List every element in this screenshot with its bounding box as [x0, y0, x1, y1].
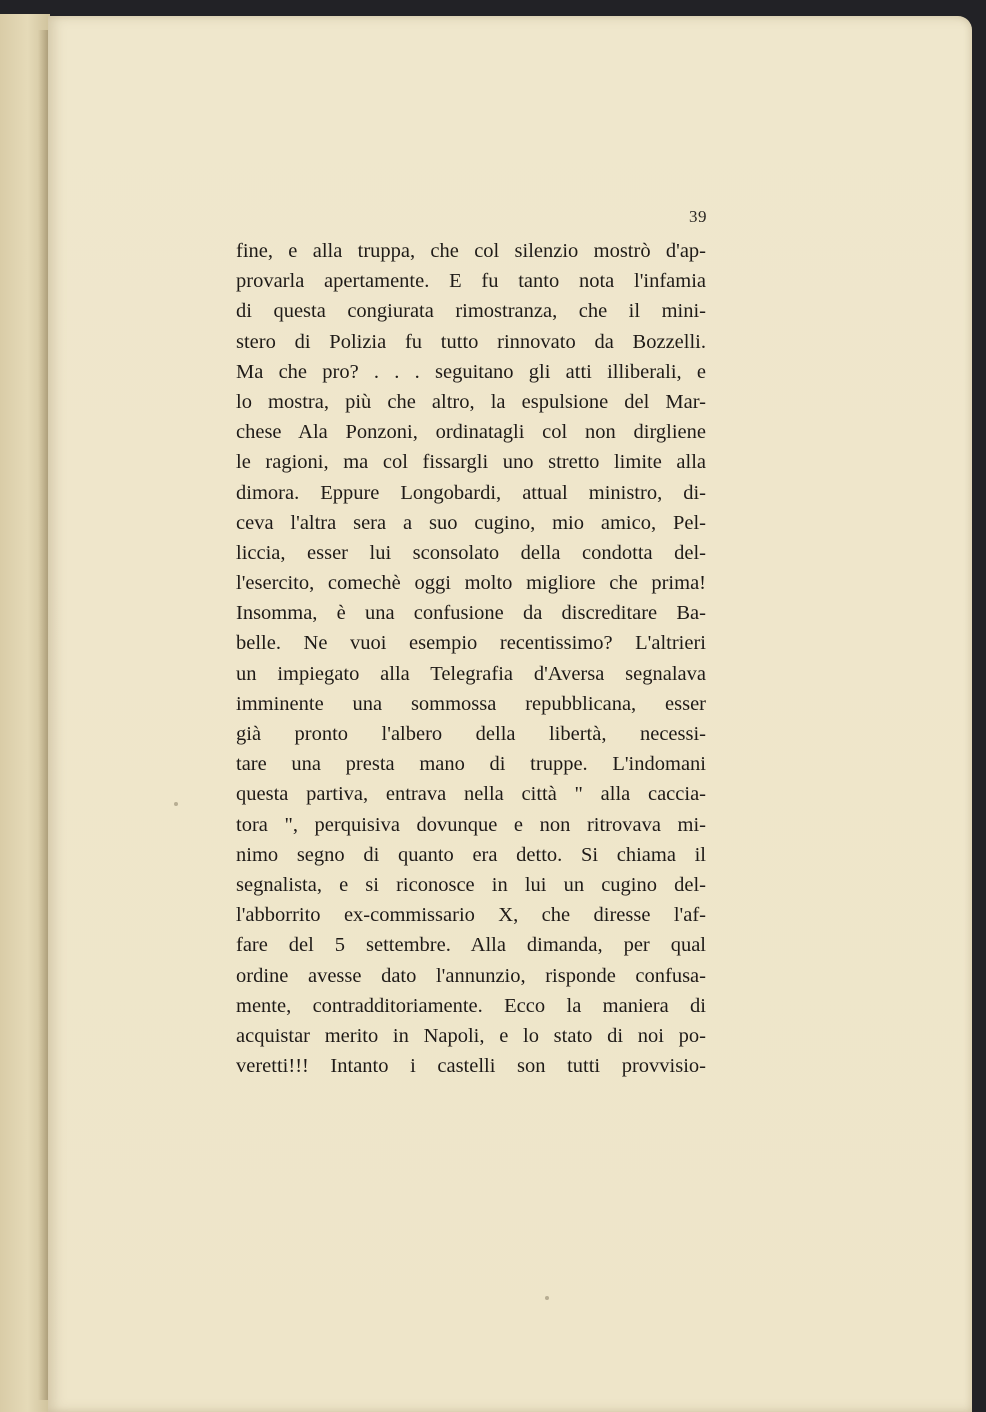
text-line: le ragioni, ma col fissargli uno stretto limite alla [236, 451, 706, 474]
text-line: imminente una sommossa repubblicana, esser [236, 692, 706, 715]
text-line: tora ", perquisiva dovunque e non ritrovava mi- [236, 813, 706, 836]
text-line: Ma che pro? . . . seguitano gli atti illiberali, e [236, 360, 706, 383]
text-line: belle. Ne vuoi esempio recentissimo? L'altrieri [236, 632, 706, 655]
text-line: stero di Polizia fu tutto rinnovato da Bozzelli. [236, 330, 706, 353]
paper-speck [174, 802, 178, 806]
text-line: fine, e alla truppa, che col silenzio mostrò d'ap- [236, 240, 706, 262]
text-line: lo mostra, più che altro, la espulsione del Mar- [236, 390, 706, 413]
binding-gutter-shadow [38, 30, 48, 1400]
text-line: Insomma, è una confusione da discreditare Ba- [236, 602, 706, 625]
text-line: tare una presta mano di truppe. L'indomani [236, 753, 706, 776]
text-line: ceva l'altra sera a suo cugino, mio amico, Pel- [236, 511, 706, 534]
text-line: mente, contradditoriamente. Ecco la maniera di [236, 994, 706, 1017]
text-line: di questa congiurata rimostranza, che il mini- [236, 300, 706, 323]
text-line: un impiegato alla Telegrafia d'Aversa segnalava [236, 662, 706, 685]
paper-speck [545, 1296, 549, 1300]
text-line: provarla apertamente. E fu tanto nota l'infamia [236, 270, 706, 293]
text-line: acquistar merito in Napoli, e lo stato di noi po- [236, 1024, 706, 1047]
text-line: dimora. Eppure Longobardi, attual ministro, di- [236, 481, 706, 504]
text-line: l'abborrito ex-commissario X, che diresse l'af- [236, 904, 706, 927]
page-number: 39 [689, 207, 707, 226]
text-line: già pronto l'albero della libertà, necessi- [236, 723, 706, 745]
text-line: segnalista, e si riconosce in lui un cugino del- [236, 873, 706, 896]
text-line: fare del 5 settembre. Alla dimanda, per qual [236, 934, 706, 957]
text-line: chese Ala Ponzoni, ordinatagli col non dirgliene [236, 421, 706, 444]
text-line: nimo segno di quanto era detto. Si chiama il [236, 843, 706, 866]
text-line: questa partiva, entrava nella città " alla caccia- [236, 783, 706, 806]
text-line: liccia, esser lui sconsolato della condotta del- [236, 541, 706, 564]
text-line: ordine avesse dato l'annunzio, risponde confusa- [236, 964, 706, 987]
page-body-text [236, 236, 706, 1081]
text-line: l'esercito, comechè oggi molto migliore che prima! [236, 572, 706, 595]
text-line: veretti!!! Intanto i castelli son tutti provvisio- [236, 1055, 706, 1078]
